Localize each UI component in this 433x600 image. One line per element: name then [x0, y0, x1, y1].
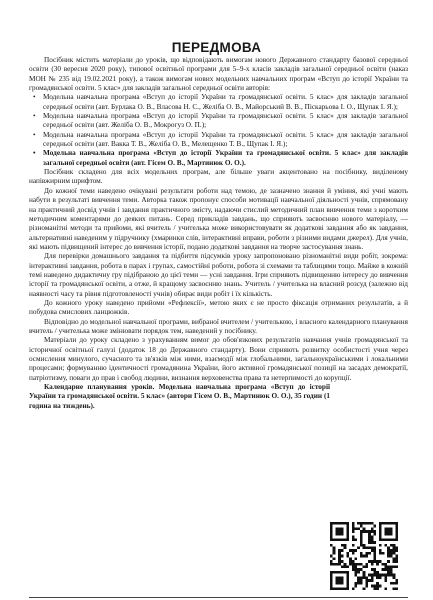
paragraph: Матеріали до уроку складено з урахуванням вимог до обов'язкових результатів навчання учнів громадянської та історичної освітньої галузі (додаток 18 до Державного стандарту). Вони сприяють розвитку особистості учня через осмислення минулого, сучасного та зв'язків між ними, взаємодії між глобальними, загальноукраїнськими і локальними процесами; формуванню ідентичності громадянина України, його активної громадянської позиції на засадах демократії, патріотизму, поваги до прав і свобод людини, визнання верховенства права та нетерпимості до корупції. — [29, 336, 408, 382]
program-item: • Модельна навчальна програма «Вступ до історії України та громадянської освіти. 5 клас» для закладів загальної середньої освіти (авт. Вакка Т. В., Желіба О. В., Мелещенко Т. В., Щупак І. Я.); — [33, 130, 408, 149]
page-title: ПЕРЕДМОВА — [171, 40, 262, 55]
bullet-icon: • — [33, 93, 36, 102]
program-item-highlighted: • Модельна навчальна програма «Вступ до історії України та громадянської освіти. 5 клас» для закладів загальної середньої освіти (авт. Гісем О. В., Мартинюк О. О.). — [33, 149, 408, 167]
preface-text — [29, 56, 408, 411]
bullet-icon: • — [33, 130, 36, 139]
qr-code[interactable] — [330, 522, 398, 590]
paragraph: Відповідно до модельної навчальної програми, вибраної вчителем / учителькою, і власного календарного планування вчитель / учителька може змінювати порядок тем, наведений у посібнику. — [29, 317, 408, 335]
program-item: • Модельна навчальна програма «Вступ до історії України та громадянської освіти. 5 клас» для закладів загальної середньої освіти (авт. Бурлака О. В., Власова Н. С., Желіба О. В., Майорський В. В., Піскарьова І. О., Щупак І. Я.); — [33, 93, 408, 111]
program-list — [29, 93, 408, 168]
paragraph: Посібник складено для всіх модельних програм, але більше уваги акцентовано на посібнику, виділеному напівжирним шрифтом. — [29, 168, 408, 186]
paragraph: Для перевірки домашнього завдання та підбиття підсумків уроку запропоновано різноманітні види робіт, зокрема: інтерактивні завдання, робота в парах і групах, самостійні роботи, робота зі схемами та таблицями тощо. Майже в кожній темі наведено дидактичну гру підібраною до цієї теми — усні завдання. Ігри сприяють підвищенню інтересу до вивчення історії та громадянської освіти, а отже, й кращому засвоєнню знань. Учитель / учителька на власний розсуд (залежно від наявності часу та рівня підготовленості учнів) обирає види робіт і їх кількість. — [29, 252, 408, 298]
bottom-rule — [29, 597, 408, 598]
bullet-icon: • — [33, 149, 36, 158]
qr-code-icon — [330, 522, 398, 590]
intro-paragraph: Посібник містить матеріали до уроків, що відповідають вимогам нового Державного стандарту базової середньої освіти (30 вересня 2020 року), типової освітньої програми для 5–9-х класів закладів загальної середньої освіти (наказ МОН № 235 від 19.02.2021 року), а також вимогам нових модельних навчальних програм «Вступ до історії України та громадянської освіти. 5 клас» для закладів загальної середньої освіти авторів: — [29, 56, 408, 93]
bullet-icon: • — [33, 112, 36, 121]
paragraph: До кожної теми наведено очікувані результати роботи над темою, де зазначено знання й уміння, які учні мають набути в результаті вивчення теми. Авторка також пропонує способи мотивації навчальної діяльності учнів, спрямовану на практичний досвід учнів і завдання практичного змісту, надаючи стислий методичний план вивчення теми з коротким методичним коментарями до деяких питань. Серед прикладів завдань, що сприяють засвоєнню нового матеріалу, — різноманітні методи та прийоми, які вчитель / учителька може використовувати як додаткові завдання або як завдання, альтернативні наведеним у підручнику (хмаринки слів, інтерактивні вправи, роботи з різними видами джерел). Для учнів, які мають підвищений інтерес до вивчення історії, подано додаткові завдання на творче застосування знань. — [29, 186, 408, 251]
program-item: • Модельна навчальна програма «Вступ до історії України та громадянської освіти. 5 клас» для закладів загальної середньої освіти (авт. Желіба О. В., Мокрогуз О. П.); — [33, 112, 408, 130]
paragraph: До кожного уроку наведено прийоми «Рефлексії», метою яких є не просто фіксація отриманих результатів, а й побудова смислових ланцюжків. — [29, 298, 408, 317]
calendar-plan-paragraph: Календарне планування уроків. Модельна навчальна програма «Вступ до історії України та громадянської освіти. 5 клас» (автори Гісем О. В., Мартинюк О. О.), 35 годин (1 година на тиждень). — [29, 383, 330, 410]
